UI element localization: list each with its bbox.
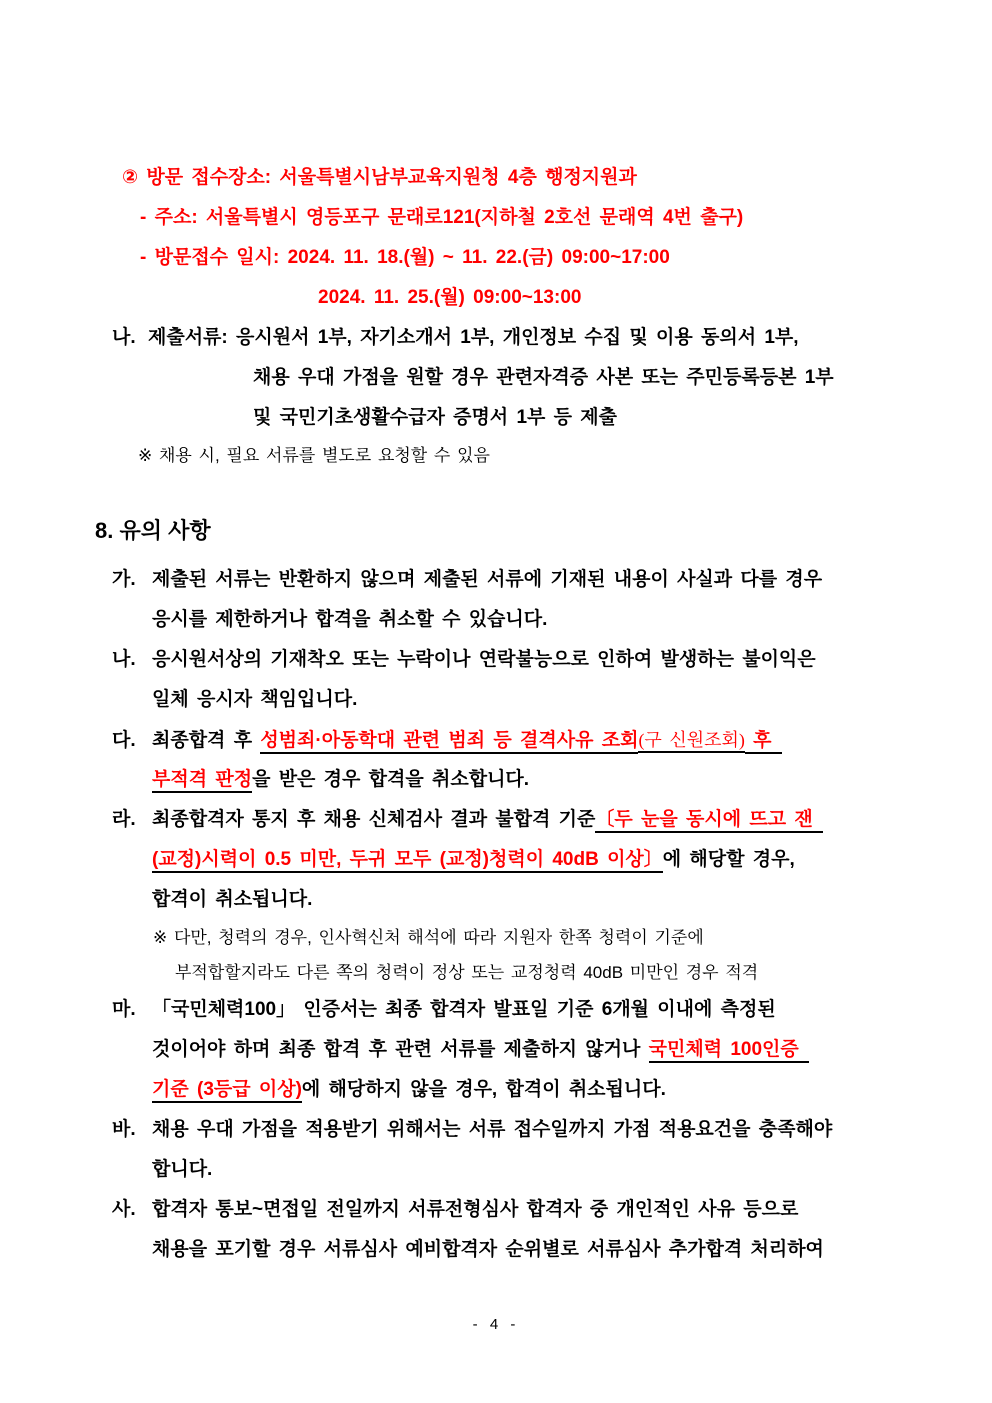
item-text: 최종합격자 통지 후 채용 신체검사 결과 불합격 기준 <box>152 809 596 830</box>
item-label: 사. <box>112 1199 136 1220</box>
item-text: 합격자 통보~면접일 전일까지 서류전형심사 합격자 중 개인적인 사유 등으로 <box>152 1199 799 1220</box>
submission-block <box>0 318 992 474</box>
item-label: 바. <box>112 1119 136 1140</box>
item-text: 일체 응시자 책임입니다. <box>152 689 358 710</box>
item-text: 채용을 포기할 경우 서류심사 예비합격자 순위별로 서류심사 추가합격 처리하여 <box>152 1239 824 1260</box>
fitness-cert-highlight: 국민체력 100인증 <box>649 1039 809 1063</box>
visit-info-block <box>0 158 992 318</box>
notice-item-sa <box>0 1190 992 1270</box>
item-text: 에 해당하지 않을 경우, 합격이 취소됩니다. <box>301 1079 666 1100</box>
vision-criteria-highlight: 〔두 눈을 동시에 뜨고 잰 <box>595 809 822 833</box>
item-text: 「국민체력100」 인증서는 최종 합격자 발표일 기준 6개월 이내에 측정된 <box>152 999 776 1020</box>
item-text: 합격이 취소됩니다. <box>152 889 313 910</box>
former-name-note: (구 신원조회) <box>638 730 744 753</box>
item-label: 나. <box>112 327 136 348</box>
notice-items <box>0 560 992 1270</box>
visit-location-line: ② 방문 접수장소: 서울특별시남부교육지원청 4층 행정지원과 <box>122 167 637 188</box>
submission-line-3: 및 국민기초생활수급자 증명서 1부 등 제출 <box>253 407 617 428</box>
unfit-judgement-highlight: 부적격 판정 <box>152 769 252 793</box>
item-label: 나. <box>112 649 136 670</box>
page-number: - 4 - <box>472 1316 520 1333</box>
disqualification-check-highlight: 성범죄·아동학대 관련 범죄 등 결격사유 조회 <box>260 730 638 754</box>
item-text: 채용 우대 가점을 적용받기 위해서는 서류 접수일까지 가점 적용요건을 충족해야 <box>152 1119 833 1140</box>
item-text: 합니다. <box>152 1159 213 1180</box>
item-text: 제출된 서류는 반환하지 않으며 제출된 서류에 기재된 내용이 사실과 다를 경우 <box>152 569 823 590</box>
submission-line-2: 채용 우대 가점을 원할 경우 관련자격증 사본 또는 주민등록등본 1부 <box>253 367 834 388</box>
visit-date-line-2: 2024. 11. 25.(월) 09:00~13:00 <box>318 287 582 308</box>
item-text: 응시를 제한하거나 합격을 취소할 수 있습니다. <box>152 609 548 630</box>
notice-item-da <box>0 720 992 800</box>
hearing-exception-note-2: 부적합할지라도 다른 쪽의 청력이 정상 또는 교정청력 40dB 미만인 경우 적격 <box>175 963 759 982</box>
after-word-highlight: 후 <box>745 730 782 754</box>
submission-note: ※ 채용 시, 필요 서류를 별도로 요청할 수 있음 <box>138 446 490 465</box>
item-text: 을 받은 경우 합격을 취소합니다. <box>252 769 530 790</box>
notice-item-ma <box>0 990 992 1110</box>
item-text: 것이어야 하며 최종 합격 후 관련 서류를 제출하지 않거나 <box>152 1039 649 1060</box>
item-text: 에 해당할 경우, <box>662 849 795 870</box>
item-label: 가. <box>112 569 136 590</box>
hearing-exception-note-1: ※ 다만, 청력의 경우, 인사혁신처 해석에 따라 지원자 한쪽 청력이 기준에 <box>153 928 704 947</box>
submission-text-1: 제출서류: 응시원서 1부, 자기소개서 1부, 개인정보 수집 및 이용 동의서 1부, <box>148 327 799 348</box>
item-text: 응시원서상의 기재착오 또는 누락이나 연락불능으로 인하여 발생하는 불이익은 <box>152 649 816 670</box>
notice-item-ba <box>0 1110 992 1190</box>
item-label: 다. <box>112 730 136 751</box>
item-text: 최종합격 후 <box>152 730 261 751</box>
visit-date-line-1: - 방문접수 일시: 2024. 11. 18.(월) ~ 11. 22.(금) 09:00~17:00 <box>140 247 670 268</box>
notice-item-ra <box>0 800 992 990</box>
item-label: 라. <box>112 809 136 830</box>
notice-item-na <box>0 640 992 720</box>
item-label: 마. <box>112 999 136 1020</box>
visit-address-line: - 주소: 서울특별시 영등포구 문래로121(지하철 2호선 문래역 4번 출구) <box>140 207 744 228</box>
fitness-grade-highlight: 기준 (3등급 이상) <box>152 1079 302 1103</box>
notice-item-ga <box>0 560 992 640</box>
hearing-criteria-highlight: (교정)시력이 0.5 미만, 두귀 모두 (교정)청력이 40dB 이상〕 <box>152 849 663 873</box>
section-heading: 8. 유의 사항 <box>95 518 211 543</box>
submission-line-1 <box>0 318 992 358</box>
